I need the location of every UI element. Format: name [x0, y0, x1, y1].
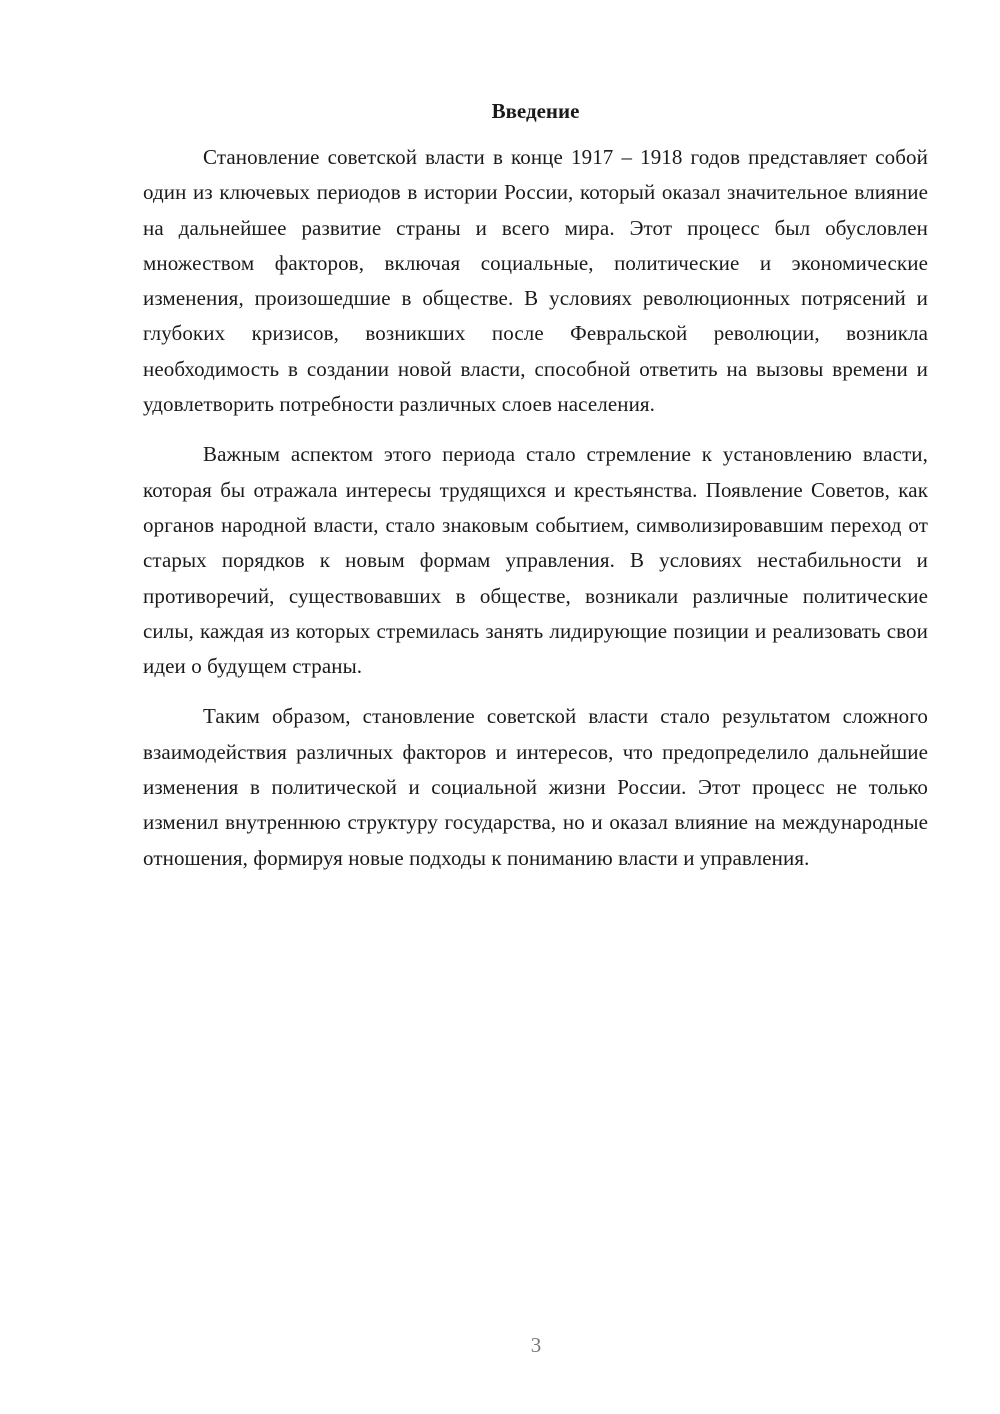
section-title: Введение: [491, 99, 580, 123]
page-content: [143, 96, 928, 891]
page-number: 3: [530, 1333, 542, 1357]
paragraph: Становление советской власти в конце 1917 – 1918 годов представляет собой один из ключевых периодов в истории России, который оказал значительное влияние на дальнейшее развитие страны и всего мира. Этот процесс был обусловлен множеством факторов, включая социальные, политические и экономические изменения, произошедшие в обществе. В условиях революционных потрясений и глубоких кризисов, возникших после Февральской революции, возникла необходимость в создании новой власти, способной ответить на вызовы времени и удовлетворить потребности различных слоев населения.: [143, 145, 928, 417]
paragraph: Важным аспектом этого периода стало стремление к установлению власти, которая бы отражала интересы трудящихся и крестьянства. Появление Советов, как органов народной власти, стало знаковым событием, символизировавшим переход от старых порядков к новым формам управления. В условиях нестабильности и противоречий, существовавших в обществе, возникали различные политические силы, каждая из которых стремилась занять лидирующие позиции и реализовать свои идеи о будущем страны.: [143, 442, 928, 679]
paragraph: Таким образом, становление советской власти стало результатом сложного взаимодействия различных факторов и интересов, что предопределило дальнейшие изменения в политической и социальной жизни России. Этот процесс не только изменил внутреннюю структуру государства, но и оказал влияние на международные отношения, формируя новые подходы к пониманию власти и управления.: [143, 704, 928, 870]
